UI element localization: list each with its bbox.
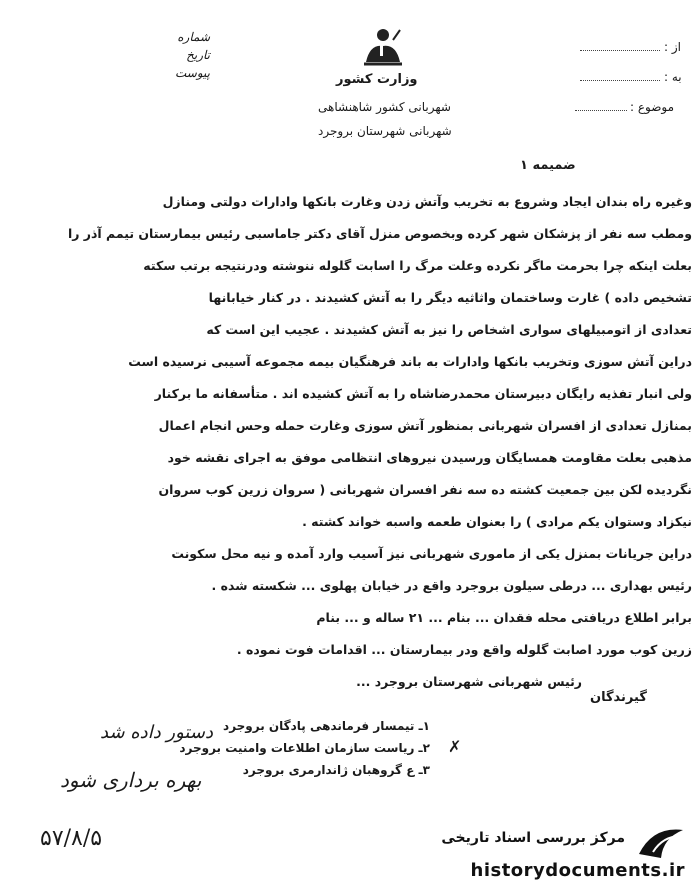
to-label: به : [664, 70, 682, 84]
reference-date-label: تاریخ [186, 48, 210, 62]
body-line: رئیس بهداری ... درطی سیلون بروجرد واقع در خیابان پهلوی ... شکسته شده . [211, 578, 692, 593]
body-line: ولی انبار تفذیه رایگان دبیرستان محمدرضاشاه را به آتش کشیده اند . متأسفانه ما برکنار [154, 386, 692, 401]
to-line [580, 80, 660, 81]
body-line: مذهبی بعلت مقاومت همسایگان ورسیدن نیروهای انتظامی موفق به اجرای نقشه خود [167, 450, 692, 465]
ministry-title: وزارت کشور [336, 72, 418, 87]
subject-line [575, 110, 627, 111]
reference-attachment-label: پیوست [175, 66, 210, 80]
department-line-2: شهربانی شهرستان بروجرد [318, 124, 452, 138]
body-line: رئیس شهربانی شهرستان بروجرد ... [356, 674, 582, 689]
lion-sun-emblem-icon [360, 26, 406, 68]
body-line: زرین کوب مورد اصابت گلوله واقع ودر بیمارستان ... اقدامات فوت نموده . [236, 642, 692, 657]
recipient-item: ۳ـ ع گروهبان ژاندارمری بروجرد [242, 763, 430, 777]
body-line: دراین آتش سوزی وتخریب بانکها وادارات به باند فرهنگیان بیمه مجموعه آسیبی نرسیده است [128, 354, 692, 369]
body-line: تعدادی از اتومبیلهای سواری اشخاص را نیز به آتش کشیدند . عجیب این است که [206, 322, 692, 337]
from-line [580, 50, 660, 51]
body-line: دراین جریانات بمنزل یکی از ماموری شهربانی نیز آسیب وارد آمده و نیه محل سکونت [171, 546, 692, 561]
body-line: وغیره راه بندان ایجاد وشروع به تخریب وآتش زدن وغارت بانکها وادارات دولتی ومنازل [162, 194, 692, 209]
watermark-logo [405, 822, 695, 892]
body-line: برابر اطلاع دریافتی محله فقدان ... بنام ... ۲۱ ساله و ... بنام [316, 610, 692, 625]
body-line: نگردیده لکن بین جمعیت کشته ده سه نفر افسران شهربانی ( سروان زرین کوب سروان [158, 482, 692, 497]
recipient-item: ۱ـ تیمسار فرماندهی پادگان بروجرد [223, 719, 430, 733]
department-line-1: شهربانی کشور شاهنشاهی [318, 100, 451, 114]
watermark-title: مرکز بررسی اسناد تاریخی [441, 830, 625, 846]
subject-label: موضوع : [630, 100, 675, 114]
watermark-url: historydocuments.ir [470, 860, 685, 881]
handwritten-note-2: بهره برداری شود [60, 768, 202, 792]
annex-title: ضمیمه ۱ [520, 158, 576, 173]
letter-body [60, 186, 692, 698]
reference-block [150, 28, 210, 82]
recipients-title: گیرندگان [590, 690, 647, 705]
check-mark-icon: ✗ [448, 737, 462, 756]
recipients-list [179, 715, 430, 781]
reference-number-label: شماره [177, 30, 210, 44]
handwritten-number: ۵۷/۸/۵ [40, 826, 103, 851]
body-line: بمنازل تعدادی از افسران شهربانی بمنظور آتش سوزی وغارت حمله وحس انجام اعمال [158, 418, 692, 433]
from-label: از : [664, 40, 681, 54]
body-line: ومطب سه نفر از پزشکان شهر کرده وبخصوص منزل آقای دکتر جاماسبی رئیس بیمارستان تیمم آذر را [67, 226, 692, 241]
handwritten-note-1: دستور داده شد [100, 722, 213, 743]
archive-logo-icon [633, 824, 689, 860]
body-line: نیکزاد وستوان یکم مرادی ) را بعنوان طعمه واسبه خواند کشته . [302, 514, 692, 529]
body-line: تشخیص داده ) غارت وساختمان واثاثیه دیگر را به آتش کشیدند . در کنار خیابانها [208, 290, 692, 305]
body-line: بعلت اینکه چرا بحرمت ماگر نکرده وعلت مرگ را اسابت گلوله ننوشته ودرنتیجه برتب سکته [143, 258, 692, 273]
recipient-item: ۲ـ ریاست سازمان اطلاعات وامنیت بروجرد [179, 741, 430, 755]
